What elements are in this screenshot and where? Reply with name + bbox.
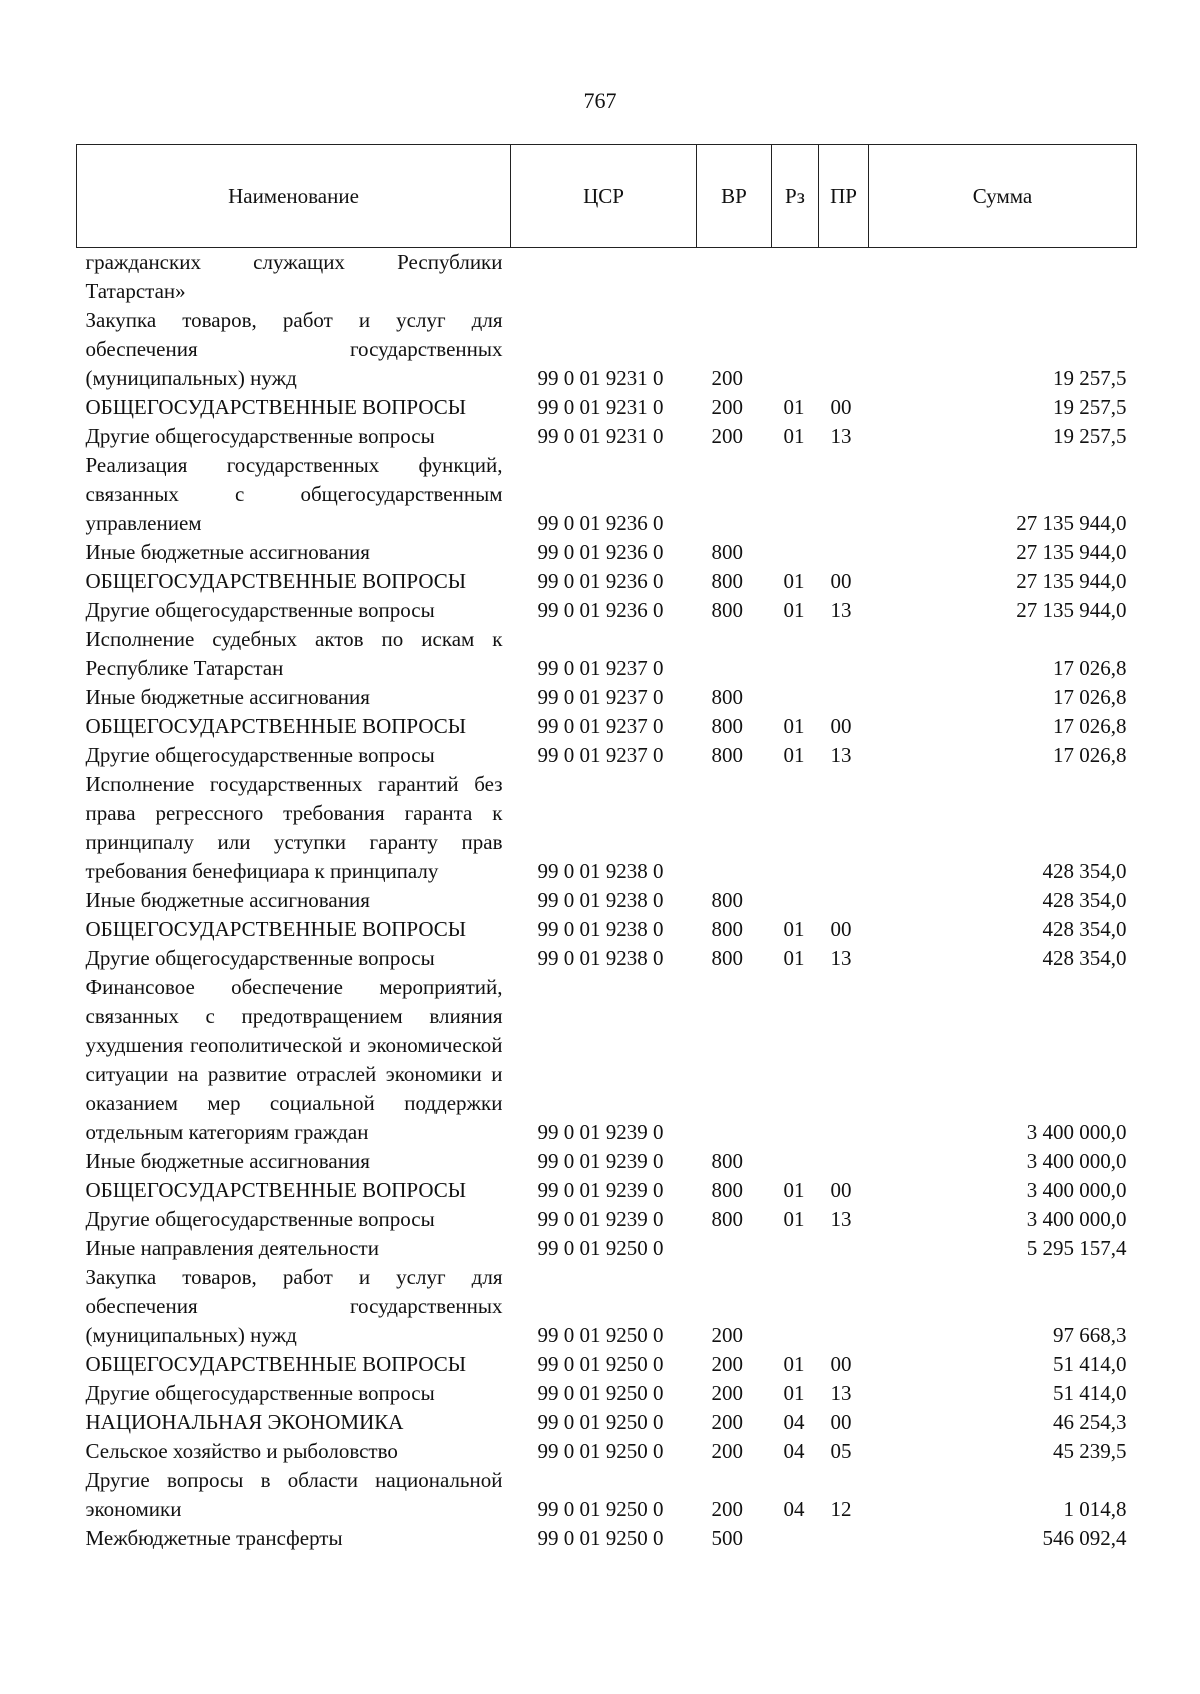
table-row — [77, 1234, 1137, 1263]
row-vr-cell — [697, 625, 772, 683]
row-rz-cell: 01 — [783, 395, 805, 419]
row-pr-cell: 00 — [830, 1352, 852, 1376]
row-rz-cell: 01 — [783, 1381, 805, 1405]
row-name-cell — [77, 770, 511, 886]
row-rz-cell — [772, 1524, 819, 1553]
row-sum-cell: 3 400 000,0 — [1026, 1120, 1127, 1144]
row-vr-cell: 800 — [711, 598, 743, 622]
row-pr-cell — [819, 248, 869, 307]
row-sum-cell — [869, 248, 1137, 307]
row-vr-cell: 800 — [711, 685, 743, 709]
row-name-cell — [77, 1524, 511, 1553]
row-csr-cell: 99 0 01 9237 0 — [537, 685, 664, 709]
row-name-text: Другие общегосударственные вопросы — [85, 1381, 435, 1405]
row-vr-cell: 500 — [711, 1526, 743, 1550]
row-csr-cell: 99 0 01 9237 0 — [537, 743, 664, 767]
row-rz-cell: 01 — [783, 1178, 805, 1202]
row-pr-cell: 00 — [830, 395, 852, 419]
row-name-cell — [77, 596, 511, 625]
row-vr-cell — [697, 451, 772, 538]
row-name-text: НАЦИОНАЛЬНАЯ ЭКОНОМИКА — [85, 1410, 404, 1434]
row-pr-cell: 13 — [830, 743, 852, 767]
row-name-text: Исполнение судебных актов по искам к Республике Татарстан — [85, 627, 503, 680]
row-csr-cell: 99 0 01 9236 0 — [537, 598, 664, 622]
row-sum-cell: 97 668,3 — [1053, 1323, 1127, 1347]
table-row — [77, 1437, 1137, 1466]
table-row — [77, 1379, 1137, 1408]
row-csr-cell: 99 0 01 9238 0 — [537, 859, 664, 883]
row-csr-cell: 99 0 01 9231 0 — [537, 395, 664, 419]
row-pr-cell: 00 — [830, 569, 852, 593]
row-name-text: ОБЩЕГОСУДАРСТВЕННЫЕ ВОПРОСЫ — [85, 1352, 467, 1376]
row-name-text: Межбюджетные трансферты — [85, 1526, 343, 1550]
table-row — [77, 248, 1137, 307]
row-name-cell — [77, 422, 511, 451]
row-name-cell — [77, 1437, 511, 1466]
table-row — [77, 625, 1137, 683]
row-csr-cell: 99 0 01 9250 0 — [537, 1381, 664, 1405]
row-pr-cell — [819, 1147, 869, 1176]
row-vr-cell: 800 — [711, 946, 743, 970]
row-vr-cell: 800 — [711, 569, 743, 593]
row-pr-cell: 13 — [830, 598, 852, 622]
row-csr-cell: 99 0 01 9231 0 — [537, 366, 664, 390]
row-name-text: гражданских служащих Республики Татарстан» — [85, 250, 503, 303]
table-row — [77, 1176, 1137, 1205]
row-csr-cell: 99 0 01 9250 0 — [537, 1410, 664, 1434]
row-pr-cell: 00 — [830, 1410, 852, 1434]
row-name-cell — [77, 567, 511, 596]
row-rz-cell: 04 — [783, 1410, 805, 1434]
header-csr: ЦСР — [511, 145, 697, 248]
table-row — [77, 944, 1137, 973]
row-csr-cell: 99 0 01 9239 0 — [537, 1120, 664, 1144]
row-name-cell — [77, 1263, 511, 1350]
table-row — [77, 973, 1137, 1147]
row-csr-cell: 99 0 01 9250 0 — [537, 1236, 664, 1260]
row-sum-cell: 17 026,8 — [1053, 743, 1127, 767]
row-pr-cell: 13 — [830, 946, 852, 970]
row-name-cell — [77, 915, 511, 944]
row-rz-cell: 01 — [783, 714, 805, 738]
row-csr-cell: 99 0 01 9231 0 — [537, 424, 664, 448]
row-pr-cell: 05 — [830, 1439, 852, 1463]
row-sum-cell: 5 295 157,4 — [1026, 1236, 1127, 1260]
table-row — [77, 915, 1137, 944]
budget-table — [76, 144, 1137, 1553]
row-sum-cell: 51 414,0 — [1053, 1381, 1127, 1405]
row-csr-cell: 99 0 01 9236 0 — [537, 511, 664, 535]
row-csr-cell: 99 0 01 9239 0 — [537, 1178, 664, 1202]
row-vr-cell: 200 — [711, 1497, 743, 1521]
row-pr-cell — [819, 886, 869, 915]
row-name-cell — [77, 741, 511, 770]
row-rz-cell: 01 — [783, 1207, 805, 1231]
row-rz-cell: 04 — [783, 1497, 805, 1521]
row-sum-cell: 17 026,8 — [1053, 714, 1127, 738]
row-rz-cell — [772, 683, 819, 712]
row-name-text: Иные направления деятельности — [85, 1236, 379, 1260]
row-vr-cell: 200 — [711, 1439, 743, 1463]
row-sum-cell: 51 414,0 — [1053, 1352, 1127, 1376]
row-rz-cell — [772, 306, 819, 393]
row-name-text: Другие общегосударственные вопросы — [85, 946, 435, 970]
row-name-text: Другие общегосударственные вопросы — [85, 424, 435, 448]
table-row — [77, 567, 1137, 596]
row-csr-cell: 99 0 01 9238 0 — [537, 917, 664, 941]
row-name-cell — [77, 1379, 511, 1408]
row-name-text: ОБЩЕГОСУДАРСТВЕННЫЕ ВОПРОСЫ — [85, 917, 467, 941]
table-row — [77, 422, 1137, 451]
row-vr-cell: 200 — [711, 395, 743, 419]
row-sum-cell: 546 092,4 — [1042, 1526, 1127, 1550]
table-row — [77, 393, 1137, 422]
row-name-text: Другие общегосударственные вопросы — [85, 1207, 435, 1231]
table-body — [77, 248, 1137, 1554]
row-csr-cell: 99 0 01 9238 0 — [537, 946, 664, 970]
row-pr-cell — [819, 625, 869, 683]
row-vr-cell: 800 — [711, 540, 743, 564]
row-name-cell — [77, 1408, 511, 1437]
row-pr-cell — [819, 770, 869, 886]
row-sum-cell: 27 135 944,0 — [1016, 511, 1127, 535]
table-row — [77, 712, 1137, 741]
row-pr-cell: 00 — [830, 714, 852, 738]
row-sum-cell: 45 239,5 — [1053, 1439, 1127, 1463]
row-pr-cell — [819, 538, 869, 567]
table-row — [77, 886, 1137, 915]
row-pr-cell — [819, 973, 869, 1147]
row-vr-cell — [697, 770, 772, 886]
row-vr-cell — [697, 1234, 772, 1263]
row-name-text: ОБЩЕГОСУДАРСТВЕННЫЕ ВОПРОСЫ — [85, 395, 467, 419]
header-rz: Рз — [772, 145, 819, 248]
row-vr-cell: 800 — [711, 1178, 743, 1202]
row-name-cell — [77, 712, 511, 741]
row-rz-cell — [772, 1147, 819, 1176]
row-rz-cell — [772, 625, 819, 683]
row-vr-cell: 200 — [711, 366, 743, 390]
row-pr-cell: 13 — [830, 424, 852, 448]
table-row — [77, 1524, 1137, 1553]
row-name-text: Финансовое обеспечение мероприятий, связанных с предотвращением влияния ухудшения геополитической и экономической ситуации на развитие отраслей экономики и оказанием мер социальной поддержки отдельным категориям граждан — [85, 975, 503, 1144]
table-row — [77, 451, 1137, 538]
row-sum-cell: 19 257,5 — [1053, 366, 1127, 390]
row-name-text: Реализация государственных функций, связанных с общегосударственным управлением — [85, 453, 503, 535]
row-name-cell — [77, 683, 511, 712]
header-sum: Сумма — [869, 145, 1137, 248]
row-sum-cell: 3 400 000,0 — [1026, 1207, 1127, 1231]
row-csr-cell: 99 0 01 9238 0 — [537, 888, 664, 912]
row-rz-cell — [772, 770, 819, 886]
row-pr-cell — [819, 306, 869, 393]
row-name-text: Другие вопросы в области национальной экономики — [85, 1468, 503, 1521]
row-sum-cell: 27 135 944,0 — [1016, 569, 1127, 593]
row-rz-cell: 01 — [783, 1352, 805, 1376]
header-name: Наименование — [77, 145, 511, 248]
row-name-cell — [77, 973, 511, 1147]
header-pr: ПР — [819, 145, 869, 248]
row-name-text: Иные бюджетные ассигнования — [85, 888, 370, 912]
row-name-text: ОБЩЕГОСУДАРСТВЕННЫЕ ВОПРОСЫ — [85, 569, 467, 593]
row-name-text: Другие общегосударственные вопросы — [85, 598, 435, 622]
row-rz-cell: 01 — [783, 743, 805, 767]
row-csr-cell: 99 0 01 9237 0 — [537, 656, 664, 680]
row-vr-cell: 800 — [711, 917, 743, 941]
row-rz-cell — [772, 1234, 819, 1263]
row-csr-cell: 99 0 01 9239 0 — [537, 1207, 664, 1231]
row-name-cell — [77, 625, 511, 683]
row-pr-cell: 00 — [830, 917, 852, 941]
row-sum-cell: 19 257,5 — [1053, 395, 1127, 419]
row-sum-cell: 428 354,0 — [1042, 859, 1127, 883]
row-name-cell — [77, 1350, 511, 1379]
row-sum-cell: 3 400 000,0 — [1026, 1149, 1127, 1173]
table-row — [77, 1263, 1137, 1350]
row-csr-cell: 99 0 01 9237 0 — [537, 714, 664, 738]
table-row — [77, 1205, 1137, 1234]
row-name-cell — [77, 1147, 511, 1176]
table-row — [77, 596, 1137, 625]
row-name-cell — [77, 1234, 511, 1263]
row-csr-cell: 99 0 01 9250 0 — [537, 1497, 664, 1521]
table-row — [77, 1147, 1137, 1176]
row-sum-cell: 1 014,8 — [1063, 1497, 1127, 1521]
row-sum-cell: 17 026,8 — [1053, 685, 1127, 709]
row-sum-cell: 27 135 944,0 — [1016, 540, 1127, 564]
table-row — [77, 538, 1137, 567]
row-vr-cell: 200 — [711, 1381, 743, 1405]
table-header-row — [77, 145, 1137, 248]
table-row — [77, 741, 1137, 770]
header-vr: ВР — [697, 145, 772, 248]
row-pr-cell — [819, 1263, 869, 1350]
row-name-text: Сельское хозяйство и рыболовство — [85, 1439, 398, 1463]
table-row — [77, 1466, 1137, 1524]
row-name-text: Другие общегосударственные вопросы — [85, 743, 435, 767]
row-name-text: ОБЩЕГОСУДАРСТВЕННЫЕ ВОПРОСЫ — [85, 714, 467, 738]
row-csr-cell: 99 0 01 9250 0 — [537, 1323, 664, 1347]
table-row — [77, 683, 1137, 712]
row-rz-cell: 01 — [783, 424, 805, 448]
row-pr-cell: 12 — [830, 1497, 852, 1521]
row-vr-cell: 200 — [711, 424, 743, 448]
row-vr-cell: 800 — [711, 1207, 743, 1231]
row-vr-cell: 800 — [711, 743, 743, 767]
row-csr-cell: 99 0 01 9236 0 — [537, 569, 664, 593]
row-name-cell — [77, 944, 511, 973]
row-rz-cell: 04 — [783, 1439, 805, 1463]
row-name-cell — [77, 248, 511, 307]
row-name-cell — [77, 886, 511, 915]
row-name-cell — [77, 538, 511, 567]
row-name-cell — [77, 1466, 511, 1524]
row-name-cell — [77, 306, 511, 393]
row-rz-cell — [772, 973, 819, 1147]
row-rz-cell: 01 — [783, 946, 805, 970]
row-pr-cell — [819, 451, 869, 538]
row-name-text: Исполнение государственных гарантий без права регрессного требования гаранта к принципалу или уступки гаранту прав требования бенефициара к принципалу — [85, 772, 503, 883]
row-rz-cell — [772, 248, 819, 307]
row-rz-cell — [772, 451, 819, 538]
row-pr-cell: 13 — [830, 1381, 852, 1405]
row-rz-cell: 01 — [783, 917, 805, 941]
row-sum-cell: 428 354,0 — [1042, 946, 1127, 970]
row-rz-cell: 01 — [783, 569, 805, 593]
row-name-cell — [77, 393, 511, 422]
row-name-text: Закупка товаров, работ и услуг для обеспечения государственных (муниципальных) нужд — [85, 308, 503, 390]
row-pr-cell — [819, 1524, 869, 1553]
table-row — [77, 1350, 1137, 1379]
row-rz-cell — [772, 538, 819, 567]
row-csr-cell: 99 0 01 9250 0 — [537, 1352, 664, 1376]
row-pr-cell — [819, 683, 869, 712]
row-name-cell — [77, 451, 511, 538]
row-vr-cell: 800 — [711, 714, 743, 738]
row-rz-cell: 01 — [783, 598, 805, 622]
page-number: 767 — [583, 88, 617, 113]
row-csr-cell: 99 0 01 9239 0 — [537, 1149, 664, 1173]
row-csr-cell: 99 0 01 9250 0 — [537, 1439, 664, 1463]
row-csr-cell: 99 0 01 9236 0 — [537, 540, 664, 564]
row-pr-cell: 00 — [830, 1178, 852, 1202]
row-csr-cell: 99 0 01 9250 0 — [537, 1526, 664, 1550]
row-pr-cell: 13 — [830, 1207, 852, 1231]
row-name-text: Иные бюджетные ассигнования — [85, 540, 370, 564]
row-name-text: ОБЩЕГОСУДАРСТВЕННЫЕ ВОПРОСЫ — [85, 1178, 467, 1202]
row-vr-cell — [697, 248, 772, 307]
row-sum-cell: 3 400 000,0 — [1026, 1178, 1127, 1202]
row-sum-cell: 46 254,3 — [1053, 1410, 1127, 1434]
row-vr-cell: 800 — [711, 1149, 743, 1173]
table-row — [77, 770, 1137, 886]
row-vr-cell: 800 — [711, 888, 743, 912]
row-sum-cell: 27 135 944,0 — [1016, 598, 1127, 622]
row-vr-cell: 200 — [711, 1323, 743, 1347]
row-name-cell — [77, 1205, 511, 1234]
row-name-text: Иные бюджетные ассигнования — [85, 685, 370, 709]
row-vr-cell: 200 — [711, 1352, 743, 1376]
row-sum-cell: 428 354,0 — [1042, 917, 1127, 941]
table-row — [77, 306, 1137, 393]
row-sum-cell: 19 257,5 — [1053, 424, 1127, 448]
row-name-text: Иные бюджетные ассигнования — [85, 1149, 370, 1173]
row-pr-cell — [819, 1234, 869, 1263]
row-vr-cell — [697, 973, 772, 1147]
table-row — [77, 1408, 1137, 1437]
row-csr-cell — [511, 248, 697, 307]
row-name-text: Закупка товаров, работ и услуг для обеспечения государственных (муниципальных) нужд — [85, 1265, 503, 1347]
row-name-cell — [77, 1176, 511, 1205]
row-sum-cell: 428 354,0 — [1042, 888, 1127, 912]
row-sum-cell: 17 026,8 — [1053, 656, 1127, 680]
row-rz-cell — [772, 886, 819, 915]
row-rz-cell — [772, 1263, 819, 1350]
row-vr-cell: 200 — [711, 1410, 743, 1434]
